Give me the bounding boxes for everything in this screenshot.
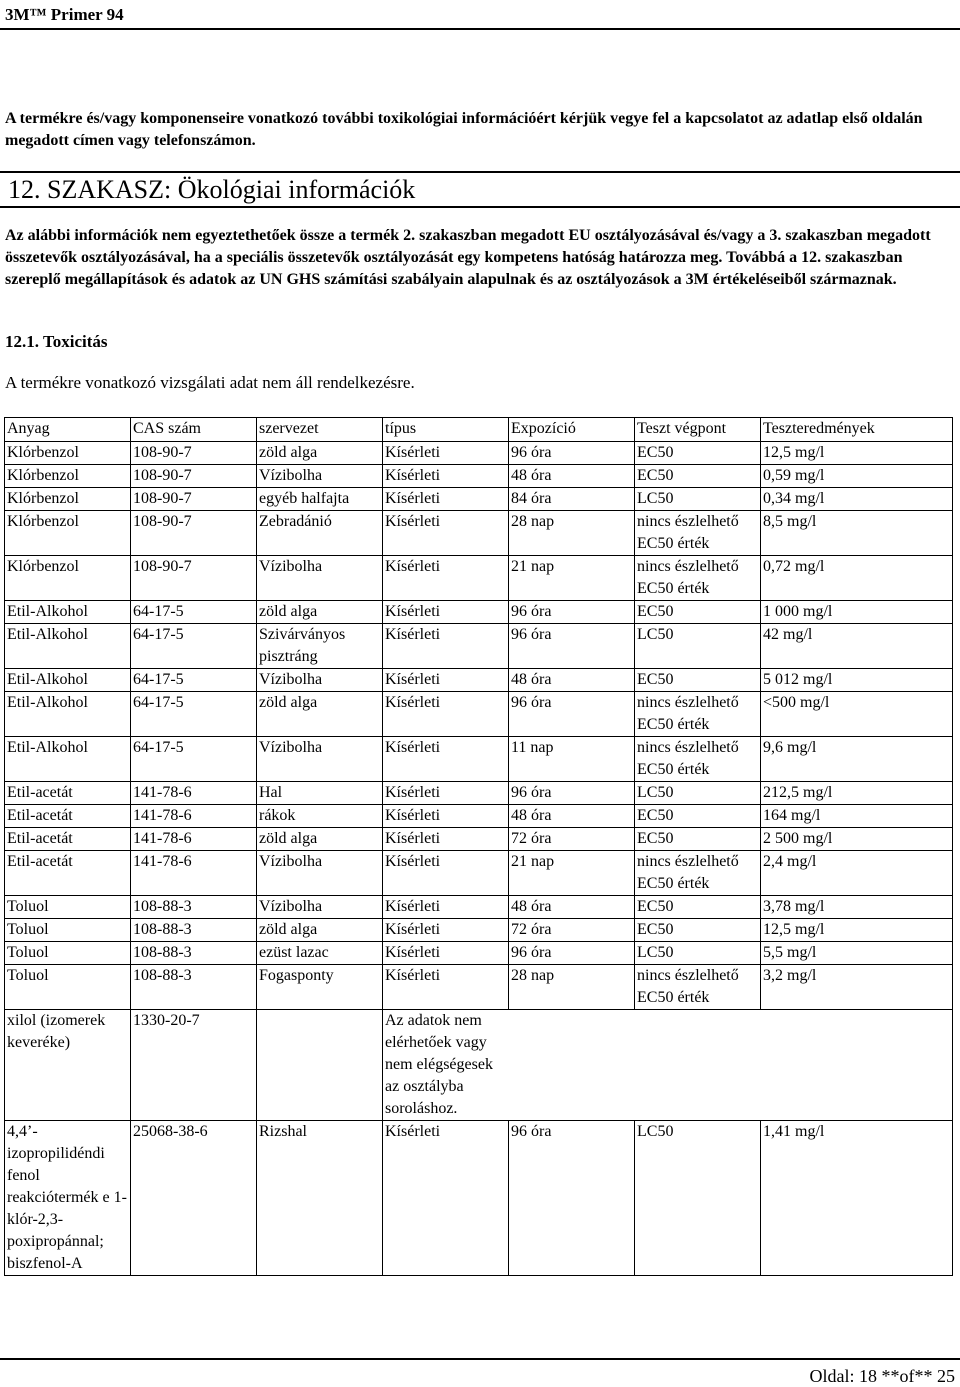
cell-organism: zöld alga	[257, 919, 383, 942]
cell-substance: Etil-acetát	[5, 828, 131, 851]
cell-result: 8,5 mg/l	[761, 511, 953, 556]
cell-organism: Vízibolha	[257, 896, 383, 919]
cell-cas: 141-78-6	[131, 805, 257, 828]
table-row	[5, 601, 953, 624]
cell-organism: ezüst lazac	[257, 942, 383, 965]
cell-cas: 141-78-6	[131, 782, 257, 805]
cell-result: 3,2 mg/l	[761, 965, 953, 1010]
cell-cas: 108-90-7	[131, 488, 257, 511]
cell-exposure: 96 óra	[509, 1121, 635, 1276]
cell-type: Kísérleti	[383, 465, 509, 488]
cell-exposure: 48 óra	[509, 465, 635, 488]
cell-endpoint: LC50	[635, 942, 761, 965]
cell-result: 2 500 mg/l	[761, 828, 953, 851]
cell-substance: 4,4’-izopropilidéndi fenol reakciótermék e 1-klór-2,3-poxipropánnal; biszfenol-A	[5, 1121, 131, 1276]
header-cell-organism: szervezet	[257, 418, 383, 442]
cell-cas: 64-17-5	[131, 624, 257, 669]
cell-exposure: 84 óra	[509, 488, 635, 511]
cell-type: Kísérleti	[383, 692, 509, 737]
cell-exposure: 21 nap	[509, 556, 635, 601]
cell-exposure: 28 nap	[509, 511, 635, 556]
cell-result: 42 mg/l	[761, 624, 953, 669]
cell-result: 12,5 mg/l	[761, 442, 953, 465]
table-row	[5, 556, 953, 601]
section-title: 12. SZAKASZ: Ökológiai információk	[8, 175, 416, 204]
cell-exposure: 28 nap	[509, 965, 635, 1010]
cell-substance: Klórbenzol	[5, 556, 131, 601]
cell-substance: Etil-Alkohol	[5, 624, 131, 669]
cell-cas: 1330-20-7	[131, 1010, 257, 1121]
cell-endpoint: LC50	[635, 1121, 761, 1276]
cell-substance: Toluol	[5, 896, 131, 919]
cell-exposure: 48 óra	[509, 805, 635, 828]
cell-type: Kísérleti	[383, 601, 509, 624]
cell-type: Kísérleti	[383, 805, 509, 828]
table-row	[5, 488, 953, 511]
header-cell-exposure: Expozíció	[509, 418, 635, 442]
cell-exposure: 96 óra	[509, 782, 635, 805]
cell-endpoint: LC50	[635, 624, 761, 669]
header-cell-result: Teszteredmények	[761, 418, 953, 442]
no-data-note: A termékre vonatkozó vizsgálati adat nem áll rendelkezésre.	[5, 373, 415, 392]
cell-endpoint: nincs észlelhető EC50 érték	[635, 692, 761, 737]
cell-result: 1,41 mg/l	[761, 1121, 953, 1276]
cell-organism	[257, 1010, 383, 1121]
table-row	[5, 851, 953, 896]
table-header-row	[5, 418, 953, 442]
cell-endpoint: EC50	[635, 442, 761, 465]
cell-cas: 64-17-5	[131, 737, 257, 782]
cell-organism: zöld alga	[257, 692, 383, 737]
cell-substance: Klórbenzol	[5, 442, 131, 465]
cell-organism: egyéb halfajta	[257, 488, 383, 511]
table-row	[5, 692, 953, 737]
cell-substance: Etil-acetát	[5, 782, 131, 805]
cell-type: Kísérleti	[383, 1121, 509, 1276]
cell-substance: Etil-acetát	[5, 805, 131, 828]
cell-type: Kísérleti	[383, 737, 509, 782]
cell-substance: Etil-acetát	[5, 851, 131, 896]
cell-endpoint: EC50	[635, 828, 761, 851]
cell-endpoint: EC50	[635, 805, 761, 828]
cell-cas: 108-88-3	[131, 965, 257, 1010]
cell-type: Kísérleti	[383, 442, 509, 465]
cell-result: 0,34 mg/l	[761, 488, 953, 511]
cell-organism: rákok	[257, 805, 383, 828]
cell-cas: 108-90-7	[131, 465, 257, 488]
cell-cas: 64-17-5	[131, 692, 257, 737]
cell-type: Kísérleti	[383, 828, 509, 851]
header-cell-substance: Anyag	[5, 418, 131, 442]
cell-organism: Hal	[257, 782, 383, 805]
cell-result: 2,4 mg/l	[761, 851, 953, 896]
cell-exposure: 96 óra	[509, 942, 635, 965]
table-row	[5, 805, 953, 828]
cell-substance: Klórbenzol	[5, 465, 131, 488]
cell-result: 1 000 mg/l	[761, 601, 953, 624]
table-row	[5, 828, 953, 851]
table-row	[5, 737, 953, 782]
cell-type: Kísérleti	[383, 624, 509, 669]
cell-substance: Klórbenzol	[5, 511, 131, 556]
cell-cas: 108-90-7	[131, 442, 257, 465]
cell-exposure: 96 óra	[509, 624, 635, 669]
cell-exposure: 72 óra	[509, 828, 635, 851]
cell-result: 9,6 mg/l	[761, 737, 953, 782]
cell-exposure: 48 óra	[509, 896, 635, 919]
header-cell-cas: CAS szám	[131, 418, 257, 442]
cell-organism: zöld alga	[257, 828, 383, 851]
cell-exposure: 72 óra	[509, 919, 635, 942]
cell-endpoint: EC50	[635, 896, 761, 919]
cell-result: 5 012 mg/l	[761, 669, 953, 692]
cell-type: Kísérleti	[383, 782, 509, 805]
cell-type: Kísérleti	[383, 511, 509, 556]
cell-cas: 108-88-3	[131, 919, 257, 942]
cell-endpoint: EC50	[635, 601, 761, 624]
cell-endpoint: EC50	[635, 669, 761, 692]
cell-type: Kísérleti	[383, 556, 509, 601]
cell-cas: 141-78-6	[131, 828, 257, 851]
cell-substance: Toluol	[5, 965, 131, 1010]
cell-result: 5,5 mg/l	[761, 942, 953, 965]
document-header	[0, 0, 960, 30]
cell-cas: 108-90-7	[131, 556, 257, 601]
section-heading-box	[0, 171, 960, 208]
cell-cas: 108-88-3	[131, 896, 257, 919]
cell-organism: Rizshal	[257, 1121, 383, 1276]
cell-organism: zöld alga	[257, 601, 383, 624]
cell-organism: Vízibolha	[257, 669, 383, 692]
cell-result: <500 mg/l	[761, 692, 953, 737]
cell-cas: 25068-38-6	[131, 1121, 257, 1276]
cell-substance: Etil-Alkohol	[5, 692, 131, 737]
cell-exposure: 96 óra	[509, 442, 635, 465]
cell-type: Kísérleti	[383, 896, 509, 919]
cell-cas: 108-90-7	[131, 511, 257, 556]
cell-organism: Vízibolha	[257, 556, 383, 601]
cell-organism: Vízibolha	[257, 851, 383, 896]
cell-organism: zöld alga	[257, 442, 383, 465]
cell-cas: 108-88-3	[131, 942, 257, 965]
cell-result: 0,72 mg/l	[761, 556, 953, 601]
cell-type: Kísérleti	[383, 919, 509, 942]
cell-endpoint: LC50	[635, 782, 761, 805]
cell-substance: Etil-Alkohol	[5, 737, 131, 782]
cell-type: Kísérleti	[383, 488, 509, 511]
cell-type: Kísérleti	[383, 851, 509, 896]
cell-result: 0,59 mg/l	[761, 465, 953, 488]
header-cell-type: típus	[383, 418, 509, 442]
table-row	[5, 782, 953, 805]
cell-substance: Toluol	[5, 919, 131, 942]
cell-type: Kísérleti	[383, 965, 509, 1010]
cell-data-unavailable-note	[383, 1010, 953, 1121]
cell-endpoint: nincs észlelhető EC50 érték	[635, 965, 761, 1010]
cell-result: 164 mg/l	[761, 805, 953, 828]
cell-endpoint: nincs észlelhető EC50 érték	[635, 511, 761, 556]
cell-exposure: 48 óra	[509, 669, 635, 692]
table-row	[5, 896, 953, 919]
cell-cas: 64-17-5	[131, 601, 257, 624]
toxicity-table	[4, 417, 953, 1276]
cell-endpoint: EC50	[635, 919, 761, 942]
cell-endpoint: EC50	[635, 465, 761, 488]
cell-substance: xilol (izomerek keveréke)	[5, 1010, 131, 1121]
table-row	[5, 1121, 953, 1276]
cell-organism: Vízibolha	[257, 465, 383, 488]
page-number: Oldal: 18 **of** 25	[809, 1366, 955, 1386]
header-cell-endpoint: Teszt végpont	[635, 418, 761, 442]
cell-organism: Vízibolha	[257, 737, 383, 782]
cell-endpoint: nincs észlelhető EC50 érték	[635, 737, 761, 782]
cell-organism: Szivárványos pisztráng	[257, 624, 383, 669]
data-unavailable-text: Az adatok nem elérhetőek vagy nem elégségesek az osztályba soroláshoz.	[385, 1012, 493, 1117]
cell-organism: Zebradánió	[257, 511, 383, 556]
cell-result: 212,5 mg/l	[761, 782, 953, 805]
cell-substance: Toluol	[5, 942, 131, 965]
cell-substance: Etil-Alkohol	[5, 669, 131, 692]
section-paragraph: Az alábbi információk nem egyeztethetőek össze a termék 2. szakaszban megadott EU osztályozásával és/vagy a 3. szakaszban megadott összetevők osztályozásával, ha a speciális összetevők osztályozását egy kompetens hatóság határozza meg. Továbbá a 12. szakaszban szereplő megállapítások és adatok az UN GHS számítási szabályain alapulnak és az osztályozások a 3M értékeléseiből származnak.	[5, 227, 931, 288]
table-row	[5, 942, 953, 965]
table-row	[5, 1010, 953, 1121]
table-row	[5, 465, 953, 488]
cell-type: Kísérleti	[383, 942, 509, 965]
document-title: 3M™ Primer 94	[5, 5, 124, 24]
table-row	[5, 965, 953, 1010]
cell-organism: Fogasponty	[257, 965, 383, 1010]
table-row	[5, 669, 953, 692]
subsection-title: 12.1. Toxicitás	[5, 332, 108, 351]
cell-substance: Klórbenzol	[5, 488, 131, 511]
cell-substance: Etil-Alkohol	[5, 601, 131, 624]
cell-exposure: 11 nap	[509, 737, 635, 782]
table-row	[5, 624, 953, 669]
table-row	[5, 511, 953, 556]
cell-result: 12,5 mg/l	[761, 919, 953, 942]
cell-cas: 64-17-5	[131, 669, 257, 692]
table-row	[5, 919, 953, 942]
cell-result: 3,78 mg/l	[761, 896, 953, 919]
cell-type: Kísérleti	[383, 669, 509, 692]
cell-endpoint: nincs észlelhető EC50 érték	[635, 556, 761, 601]
cell-endpoint: nincs észlelhető EC50 érték	[635, 851, 761, 896]
cell-exposure: 96 óra	[509, 601, 635, 624]
footer-divider	[0, 1358, 960, 1360]
cell-endpoint: LC50	[635, 488, 761, 511]
table-row	[5, 442, 953, 465]
cell-cas: 141-78-6	[131, 851, 257, 896]
intro-text: A termékre és/vagy komponenseire vonatkozó további toxikológiai információért kérjük vegye fel a kapcsolatot az adatlap első oldalán megadott címen vagy telefonszámon.	[5, 110, 923, 149]
cell-exposure: 21 nap	[509, 851, 635, 896]
cell-exposure: 96 óra	[509, 692, 635, 737]
